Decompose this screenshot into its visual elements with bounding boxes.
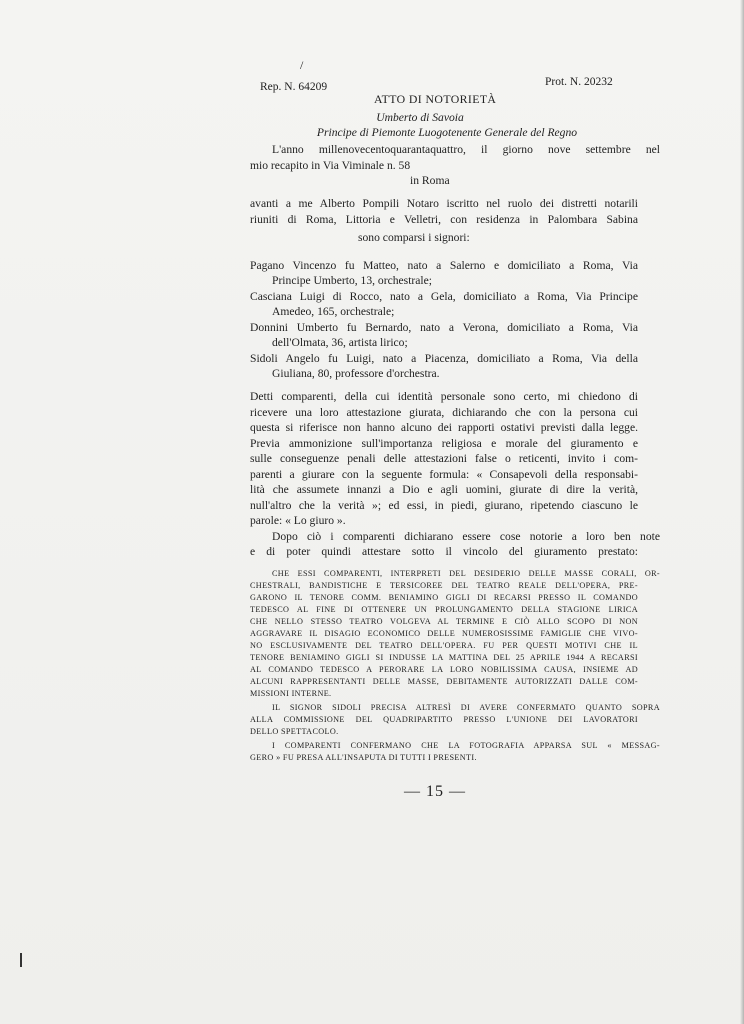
intro-line: sono comparsi i signori: <box>358 231 470 244</box>
rep-number: Rep. N. 64209 <box>260 81 328 93</box>
statement-line: ALLA COMMISSIONE DEL QUADRIPARTITO PRESSO L'UNIONE DEI LAVORATORI <box>250 715 638 724</box>
body-line: parole: « Lo giuro ». <box>250 514 346 527</box>
statement-line: GERO » FU PRESA ALL'INSAPUTA DI TUTTI I PRESENTI. <box>250 753 477 762</box>
after-oath-line: e di poter quindi attestare sotto il vincolo del giuramento prestato: <box>250 545 638 558</box>
statement-line: DELLO SPETTACOLO. <box>250 727 339 736</box>
statement-line: NO ESCLUSIVAMENTE DEL TEATRO DELL'OPERA. FU PER QUESTI MOTIVI CHE IL <box>250 641 638 650</box>
statement-line: CHE ESSI COMPARENTI, INTERPRETI DEL DESIDERIO DELLE MASSE CORALI, OR- <box>272 569 660 578</box>
page-number: — 15 — <box>404 783 466 800</box>
person-line: Giuliana, 80, professore d'orchestra. <box>272 367 440 380</box>
intro-line: L'anno millenovecentoquarantaquattro, il giorno nove settembre nel <box>272 143 660 156</box>
statement-line: CHESTRALI, BANDISTICHE E TERSICOREE DEL TEATRO REALE DELL'OPERA, PRE- <box>250 581 638 590</box>
person-line: Donnini Umberto fu Bernardo, nato a Verona, domiciliato a Roma, Via <box>250 321 638 334</box>
prot-number: Prot. N. 20232 <box>545 76 613 88</box>
statement-line: ALCUNI RAPPRESENTANTI DELLE MASSE, DEBITAMENTE AUTORIZZATI DALLE COM- <box>250 677 638 686</box>
statement-line: MISSIONI INTERNE. <box>250 689 332 698</box>
statement-line: IL SIGNOR SIDOLI PRECISA ALTRESÌ DI AVERE CONFERMATO QUANTO SOPRA <box>272 703 660 712</box>
statement-line: AL COMANDO TEDESCO A PERORARE LA LORO NOBILISSIMA CAUSA, INSIEME AD <box>250 665 638 674</box>
person-line: Casciana Luigi di Rocco, nato a Gela, domiciliato a Roma, Via Principe <box>250 290 638 303</box>
body-line: sulle conseguenze penali delle attestazioni false o reticenti, invito i com- <box>250 452 638 465</box>
body-line: Previa ammonizione sull'importanza religiosa e morale del giuramento e <box>250 437 638 450</box>
body-line: parenti a giurare con la seguente formula: « Consapevoli della responsabi- <box>250 468 638 481</box>
intro-line: avanti a me Alberto Pompili Notaro iscritto nel ruolo dei distretti notarili <box>250 197 638 210</box>
person-line: Pagano Vincenzo fu Matteo, nato a Salerno e domiciliato a Roma, Via <box>250 259 638 272</box>
authority-name: Umberto di Savoia <box>376 111 464 124</box>
statement-line: GARONO IL TENORE COMM. BENIAMINO GIGLI DI RECARSI PRESSO IL COMANDO <box>250 593 638 602</box>
body-line: ricevere una loro attestazione giurata, dichiarando che con la persona cui <box>250 406 638 419</box>
intro-line: in Roma <box>410 174 450 187</box>
page-edge-shadow <box>740 0 744 1024</box>
statement-line: I COMPARENTI CONFERMANO CHE LA FOTOGRAFIA APPARSA SUL « MESSAG- <box>272 741 660 750</box>
body-line: questa si riferisce non hanno alcuno dei rapporti ostativi previsti dalla legge. <box>250 421 638 434</box>
document-title: ATTO DI NOTORIETÀ <box>374 92 497 106</box>
person-line: Principe Umberto, 13, orchestrale; <box>272 274 433 287</box>
person-line: dell'Olmata, 36, artista lirico; <box>272 336 408 349</box>
authority-title: Principe di Piemonte Luogotenente Generale del Regno <box>316 126 578 139</box>
intro-line: mio recapito in Via Viminale n. 58 <box>250 159 411 172</box>
intro-line: riuniti di Roma, Littoria e Velletri, con residenza in Palombara Sabina <box>250 213 638 226</box>
after-oath-line: Dopo ciò i comparenti dichiarano essere cose notorie a loro ben note <box>272 530 660 543</box>
slash-mark: / <box>300 58 304 72</box>
person-line: Amedeo, 165, orchestrale; <box>272 305 395 318</box>
statement-line: CHE NELLO STESSO TEATRO VOLGEVA AL TERMINE E CIÒ ALLO SCOPO DI NON <box>250 617 638 626</box>
margin-mark <box>20 953 22 967</box>
body-line: lità che assumete innanzi a Dio e agli uomini, giurate di dire la verità, <box>250 483 638 496</box>
statement-line: TEDESCO AL FINE DI OTTENERE UN PROLUNGAMENTO DELLA STAGIONE LIRICA <box>250 605 638 614</box>
statement-line: TENORE BENIAMINO GIGLI SI INDUSSE LA MATTINA DEL 25 APRILE 1944 A RECARSI <box>250 653 638 662</box>
body-line: Detti comparenti, della cui identità personale sono certo, mi chiedono di <box>250 390 638 403</box>
statement-line: AGGRAVARE IL DISAGIO ECONOMICO DELLE NUMEROSISSIME FAMIGLIE CHE VIVO- <box>250 629 638 638</box>
body-line: null'altro che la verità »; ed essi, in piedi, giurano, ripetendo ciascuno le <box>250 499 638 512</box>
person-line: Sidoli Angelo fu Luigi, nato a Piacenza, domiciliato a Roma, Via della <box>250 352 638 365</box>
